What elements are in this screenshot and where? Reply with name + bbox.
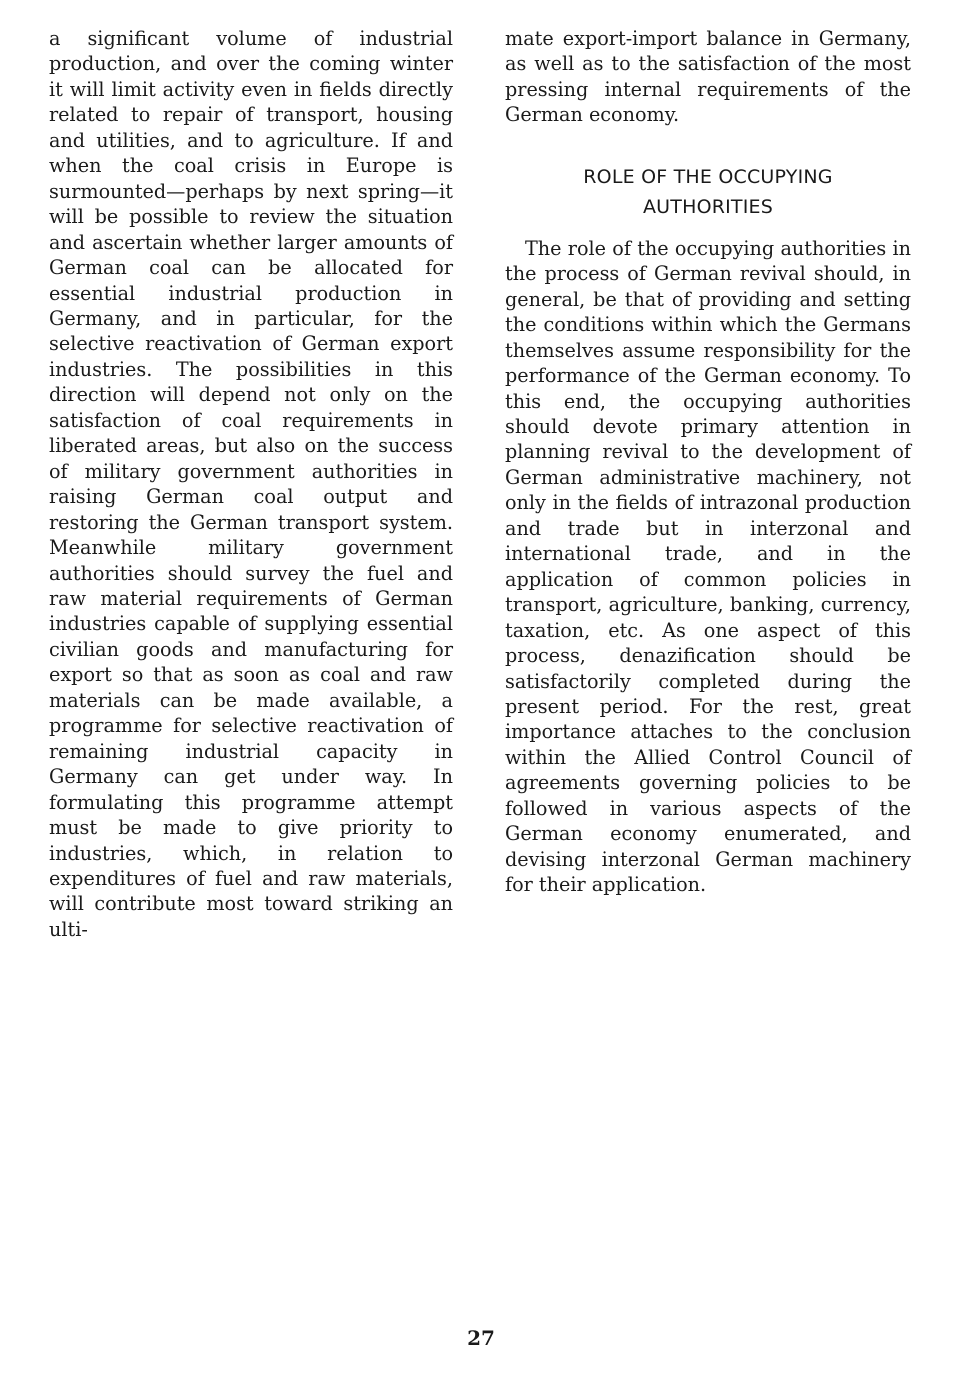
body-paragraph-role: The role of the occupying authorities in the process of German revival should, in general, be that of providing and setting the conditions within which the Germans themselves assume responsibility for the performance of the German economy. To this end, the occupying authorities should devote primary attention in planning revival to the development of German administrative machinery, not only in the fields of intrazonal production and trade but in interzonal and international trade, and in the application of common policies in transport, agriculture, banking, currency, taxation, etc. As one aspect of this process, denazification should be satisfactorily completed during the present period. For the rest, great importance attaches to the conclusion within the Allied Control Council of agreements governing policies to be followed in various aspects of the German economy enumerated, and devising interzonal German machinery for their application. [505, 236, 911, 897]
right-column [505, 26, 911, 898]
page-number: 27 [467, 1326, 495, 1350]
left-column [49, 26, 453, 942]
body-paragraph-left: a significant volume of industrial production, and over the coming winter it will limit activity even in fields directly related to repair of transport, housing and utilities, and to agriculture. If and when the coal crisis in Europe is surmounted—perhaps by next spring—it will be possible to review the situation and ascertain whether larger amounts of German coal can be allocated for essential industrial production in Germany, and in particular, for the selective reactivation of German export industries. The possibilities in this direction will depend not only on the satisfaction of coal requirements in liberated areas, but also on the success of military government authorities in raising German coal output and restoring the German transport system. Meanwhile military government authorities should survey the fuel and raw material requirements of German industries capable of supplying essential civilian goods and manufacturing for export so that as soon as coal and raw materials can be made available, a programme for selective reactivation of remaining industrial capacity in Germany can get under way. In formulating this programme attempt must be made to give priority to industries, which, in relation to expenditures of fuel and raw materials, will contribute most toward striking an ulti- [49, 27, 453, 941]
section-heading [505, 162, 911, 222]
section-heading-line-2: AUTHORITIES [642, 195, 774, 218]
section-heading-line-1: ROLE OF THE OCCUPYING [583, 165, 833, 188]
body-paragraph-continuation: mate export-import balance in Germany, as well as to the satisfaction of the most pressing internal requirements of the German economy. [505, 27, 911, 127]
